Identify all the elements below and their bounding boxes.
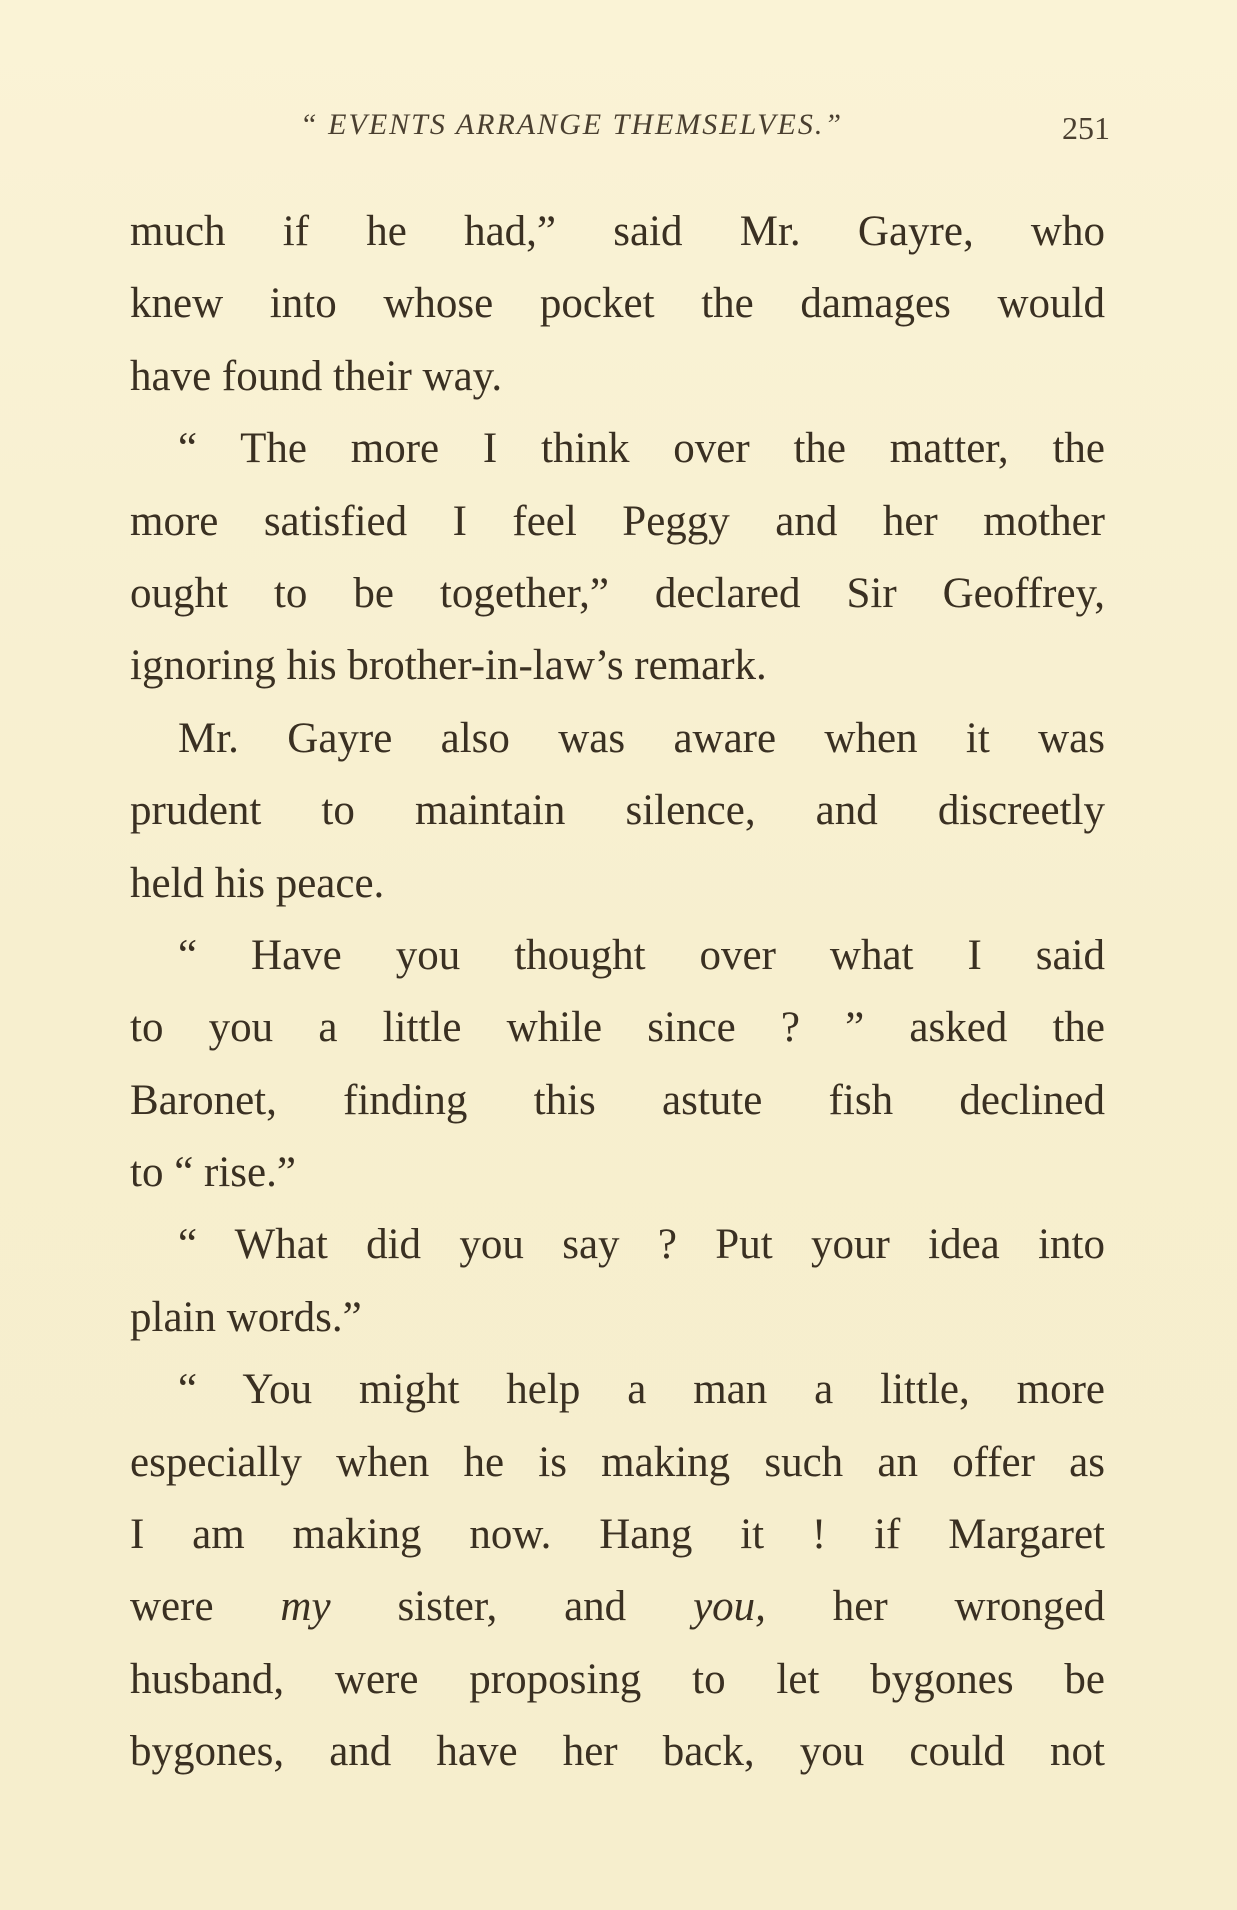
text-segment: her wronged: [832, 1583, 1106, 1631]
text-line: “ You might help a man a little, more: [178, 1366, 1105, 1414]
text-line: ignoring his brother-in-law’s remark.: [130, 642, 767, 690]
text-line: bygones, and have her back, you could not: [130, 1728, 1105, 1776]
text-line: much if he had,” said Mr. Gayre, who: [130, 208, 1105, 255]
text-line: husband, were proposing to let bygones be: [130, 1655, 1105, 1703]
text-segment: were: [130, 1583, 214, 1631]
text-segment: sister, and: [397, 1583, 627, 1631]
text-line: especially when he is making such an offer as: [130, 1438, 1105, 1486]
text-line: to “ rise.”: [130, 1149, 296, 1197]
body-text: [130, 196, 1105, 1789]
text-line: “ What did you say ? Put your idea into: [178, 1221, 1105, 1269]
text-line: “ Have you thought over what I said: [178, 931, 1105, 979]
text-line: “ The more I think over the matter, the: [178, 425, 1105, 473]
text-line: knew into whose pocket the damages would: [130, 280, 1105, 328]
text-line: Mr. Gayre also was aware when it was: [178, 714, 1105, 762]
running-head: “ EVENTS ARRANGE THEMSELVES.”: [300, 108, 844, 141]
page-number: 251: [1062, 110, 1110, 146]
text-line: [130, 1571, 1105, 1643]
text-line: more satisfied I feel Peggy and her mother: [130, 497, 1105, 545]
text-line: I am making now. Hang it ! if Margaret: [130, 1511, 1105, 1559]
text-line: Baronet, finding this astute fish declined: [130, 1076, 1105, 1124]
emphasis-text: you,: [693, 1583, 766, 1631]
text-line: to you a little while since ? ” asked the: [130, 1004, 1105, 1052]
text-line: plain words.”: [130, 1293, 362, 1341]
text-line: have found their way.: [130, 352, 503, 400]
text-line: prudent to maintain silence, and discreetly: [130, 787, 1105, 835]
emphasis-text: my: [280, 1583, 331, 1631]
text-line: held his peace.: [130, 859, 385, 907]
text-line: ought to be together,” declared Sir Geoffrey,: [130, 569, 1105, 617]
